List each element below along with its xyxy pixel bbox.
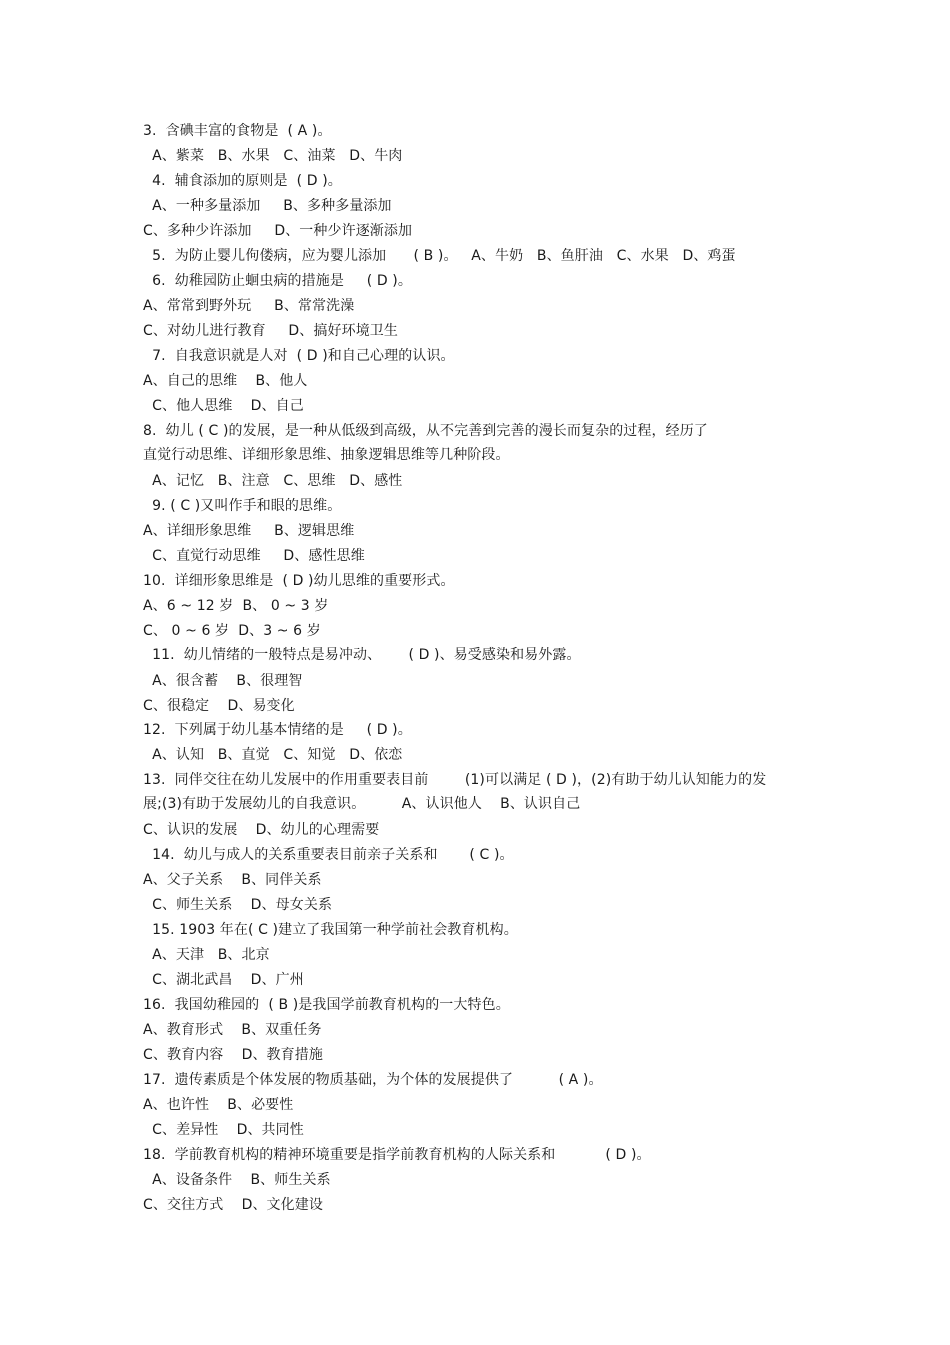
text-line: 11. 幼儿情绪的一般特点是易冲动、 ( D )、易受感染和易外露。: [143, 647, 581, 663]
text-line: A、一种多量添加 B、多种多量添加: [143, 198, 392, 214]
text-line: A、紫菜 B、水果 C、油菜 D、牛肉: [143, 148, 403, 164]
text-line: A、父子关系 B、同伴关系: [143, 872, 322, 888]
text-line: C、师生关系 D、母女关系: [143, 897, 333, 913]
text-line: C、直觉行动思维 D、感性思维: [143, 548, 365, 564]
text-line: 展;(3)有助于发展幼儿的自我意识。 A、认识他人 B、认识自己: [143, 796, 581, 812]
text-line: A、认知 B、直觉 C、知觉 D、依恋: [143, 747, 403, 763]
text-line: 16. 我国幼稚园的 ( B )是我国学前教育机构的一大特色。: [143, 997, 510, 1013]
text-line: A、记忆 B、注意 C、思维 D、感性: [143, 473, 403, 489]
text-line: 3. 含碘丰富的食物是 ( A )。: [143, 123, 332, 139]
text-line: 4. 辅食添加的原则是 ( D )。: [143, 173, 342, 189]
text-line: C、对幼儿进行教育 D、搞好环境卫生: [143, 323, 399, 339]
text-line: A、也许性 B、必要性: [143, 1097, 294, 1113]
text-line: 14. 幼儿与成人的关系重要表目前亲子关系和 ( C )。: [143, 847, 514, 863]
text-line: 9. ( C )又叫作手和眼的思维。: [143, 498, 342, 514]
text-line: A、详细形象思维 B、逻辑思维: [143, 523, 355, 539]
text-line: A、天津 B、北京: [143, 947, 270, 963]
text-line: C、他人思维 D、自己: [143, 398, 304, 414]
text-line: A、教育形式 B、双重任务: [143, 1022, 322, 1038]
text-line: A、6 ~ 12 岁 B、 0 ~ 3 岁: [143, 598, 329, 614]
text-line: C、差异性 D、共同性: [143, 1122, 304, 1138]
text-line: C、多种少许添加 D、一种少许逐渐添加: [143, 223, 413, 239]
text-line: C、很稳定 D、易变化: [143, 698, 295, 714]
text-line: A、常常到野外玩 B、常常洗澡: [143, 298, 355, 314]
text-line: C、 0 ~ 6 岁 D、3 ~ 6 岁: [143, 623, 321, 639]
text-line: C、认识的发展 D、幼儿的心理需要: [143, 822, 380, 838]
text-line: 18. 学前教育机构的精神环境重要是指学前教育机构的人际关系和 ( D )。: [143, 1147, 651, 1163]
text-line: A、很含蓄 B、很理智: [143, 673, 303, 689]
text-line: A、设备条件 B、师生关系: [143, 1172, 331, 1188]
text-line: 15. 1903 年在( C )建立了我国第一种学前社会教育机构。: [143, 922, 518, 938]
text-line: 5. 为防止婴儿佝偻病，应为婴儿添加 ( B )。 A、牛奶 B、鱼肝油 C、水果 D、鸡蛋: [143, 248, 736, 264]
text-line: A、自己的思维 B、他人: [143, 373, 308, 389]
text-line: C、交往方式 D、文化建设: [143, 1197, 323, 1213]
text-line: 直觉行动思维、详细形象思维、抽象逻辑思维等几种阶段。: [143, 447, 510, 463]
text-line: 12. 下列属于幼儿基本情绪的是 ( D )。: [143, 722, 412, 738]
text-line: 13. 同伴交往在幼儿发展中的作用重要表目前 (1)可以满足 ( D )，(2)有助于幼儿认知能力的发: [143, 772, 767, 788]
text-line: C、教育内容 D、教育措施: [143, 1047, 323, 1063]
text-line: 6. 幼稚园防止蛔虫病的措施是 ( D )。: [143, 273, 412, 289]
text-line: 8. 幼儿 ( C )的发展，是一种从低级到高级，从不完善到完善的漫长而复杂的过程，经历了: [143, 423, 708, 439]
text-line: 10. 详细形象思维是 ( D )幼儿思维的重要形式。: [143, 573, 455, 589]
text-line: C、湖北武昌 D、广州: [143, 972, 304, 988]
text-line: 7. 自我意识就是人对 ( D )和自己心理的认识。: [143, 348, 455, 364]
text-line: 17. 遗传素质是个体发展的物质基础，为个体的发展提供了 ( A )。: [143, 1072, 603, 1088]
